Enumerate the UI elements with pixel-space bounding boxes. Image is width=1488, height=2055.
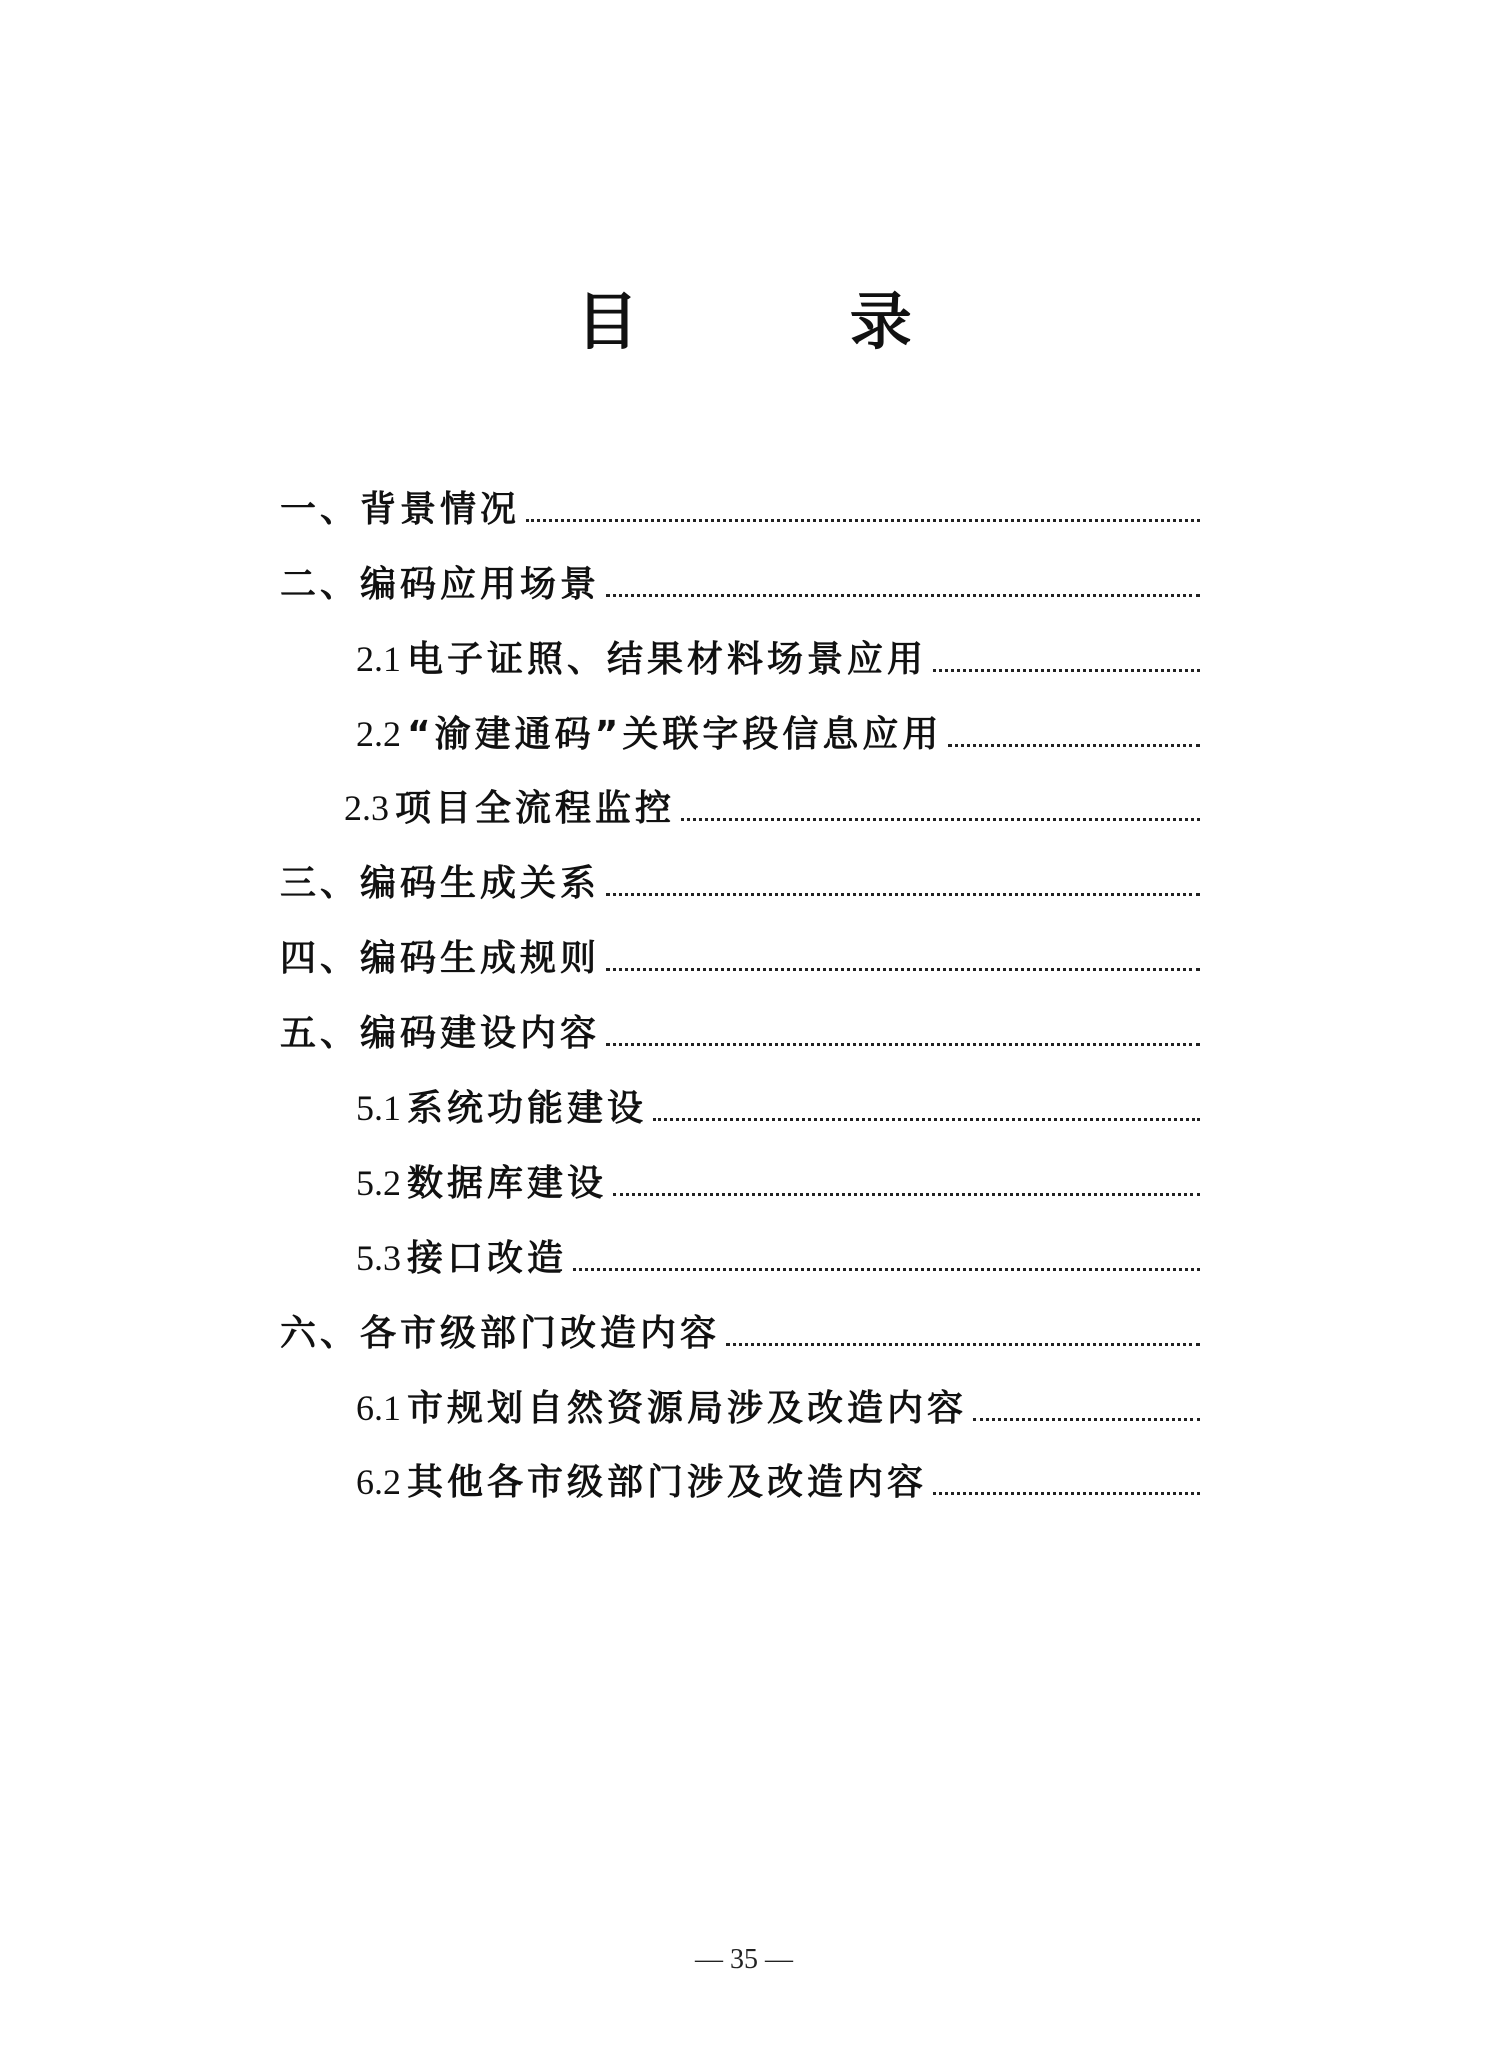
toc-leader-dots	[726, 1343, 1200, 1346]
toc-entry-number: 2.1	[356, 638, 401, 679]
page-title: 目 录	[576, 285, 1007, 358]
toc-leader-dots	[933, 669, 1200, 672]
toc-leader-dots	[973, 1418, 1200, 1421]
toc-entry-label: 系统功能建设	[407, 1088, 648, 1130]
toc-entry[interactable]	[274, 1357, 1200, 1432]
toc-leader-dots	[526, 519, 1200, 522]
toc-leader-dots	[613, 1193, 1200, 1196]
toc-entry-label: 数据库建设	[407, 1162, 608, 1204]
toc-entry-label: 接口改造	[407, 1237, 568, 1279]
toc-entry-label: 一、背景情况	[280, 488, 521, 530]
toc-entry-number: 5.2	[356, 1162, 401, 1203]
toc-leader-dots	[653, 1118, 1200, 1121]
toc-entry[interactable]	[274, 1432, 1200, 1507]
toc-entry[interactable]	[274, 1132, 1200, 1207]
toc-entry[interactable]	[274, 907, 1200, 982]
toc-entry-label: 二、编码应用场景	[280, 563, 601, 605]
toc-entry[interactable]	[274, 832, 1200, 907]
toc-entry-number: 2.3	[344, 788, 389, 829]
toc-entry-number: 6.2	[356, 1462, 401, 1503]
toc-entry-label: 四、编码生成规则	[280, 938, 601, 980]
toc-entry[interactable]	[274, 1057, 1200, 1132]
toc-entry[interactable]	[274, 758, 1200, 833]
toc-leader-dots	[573, 1268, 1200, 1271]
toc-entry-label: 电子证照、结果材料场景应用	[407, 638, 928, 680]
toc-leader-dots	[933, 1492, 1200, 1495]
toc-entry[interactable]	[274, 458, 1200, 533]
table-of-contents	[274, 458, 1200, 1506]
toc-entry-label: “渝建通码”关联字段信息应用	[407, 713, 943, 755]
toc-entry-label: 五、编码建设内容	[280, 1013, 601, 1055]
toc-entry-label: 项目全流程监控	[395, 788, 676, 830]
toc-entry[interactable]	[274, 533, 1200, 608]
toc-entry-label: 其他各市级部门涉及改造内容	[407, 1462, 928, 1504]
toc-leader-dots	[606, 968, 1200, 971]
toc-entry-number: 5.3	[356, 1237, 401, 1278]
toc-entry[interactable]	[274, 1282, 1200, 1357]
toc-entry[interactable]	[274, 683, 1200, 758]
toc-entry-label: 三、编码生成关系	[280, 863, 601, 905]
toc-leader-dots	[681, 818, 1200, 821]
toc-entry-number: 5.1	[356, 1088, 401, 1129]
toc-entry-label: 六、各市级部门改造内容	[280, 1312, 721, 1354]
toc-leader-dots	[948, 744, 1200, 747]
toc-entry[interactable]	[274, 1207, 1200, 1282]
toc-leader-dots	[606, 893, 1200, 896]
toc-entry[interactable]	[274, 608, 1200, 683]
page-number: — 35 —	[695, 1944, 793, 1975]
toc-leader-dots	[606, 1043, 1200, 1046]
toc-entry-label: 市规划自然资源局涉及改造内容	[407, 1387, 968, 1429]
toc-entry-number: 2.2	[356, 713, 401, 754]
toc-entry[interactable]	[274, 982, 1200, 1057]
toc-leader-dots	[606, 594, 1200, 597]
toc-entry-number: 6.1	[356, 1387, 401, 1428]
